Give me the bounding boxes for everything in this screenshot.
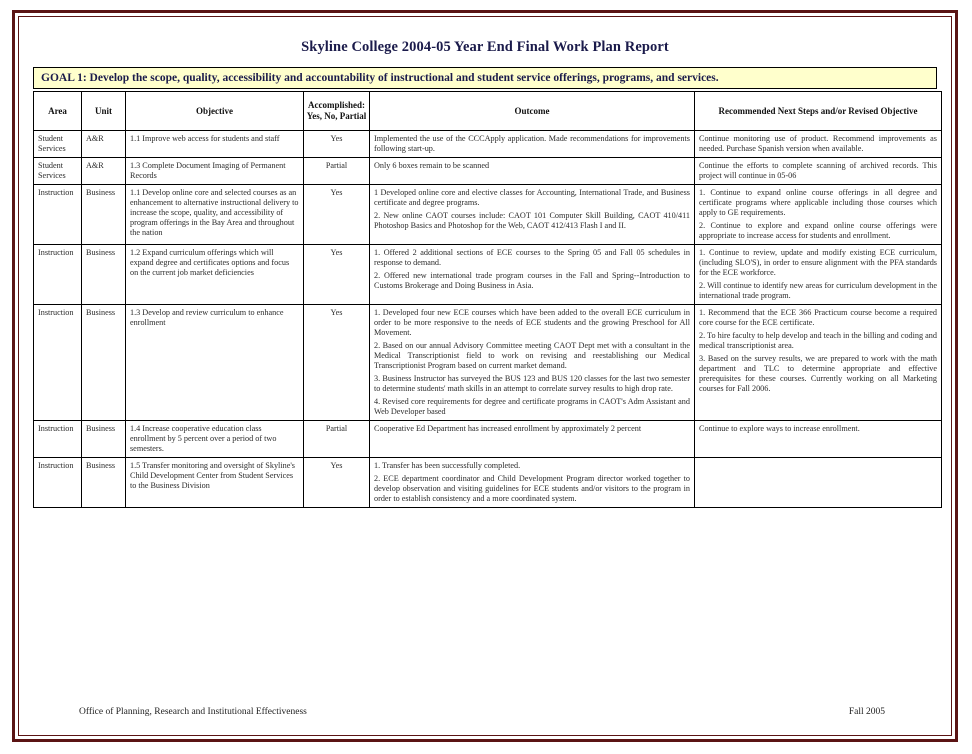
cell-outcome-paragraph: Cooperative Ed Department has increased enrollment by approximately 2 percent	[374, 424, 642, 433]
cell-objective: 1.1 Develop online core and selected courses as an enhancement to alternative instructional delivery to increase the scope, quality, and accessibility of program offerings in the Bay Area and throughout the nation	[126, 185, 304, 245]
cell-outcome-paragraph: Implemented the use of the CCCApply application. Made recommendations for improvements following start-up.	[374, 134, 690, 153]
cell-accomplished: Partial	[304, 421, 370, 458]
table-body	[34, 131, 942, 508]
cell-objective: 1.4 Increase cooperative education class enrollment by 5 percent over a period of two semesters.	[126, 421, 304, 458]
page-footer	[19, 707, 951, 721]
cell-accomplished: Yes	[304, 458, 370, 508]
cell-recommended	[695, 305, 942, 421]
footer-office-label: Office of Planning, Research and Institutional Effectiveness	[79, 707, 307, 717]
cell-outcome-paragraph: Only 6 boxes remain to be scanned	[374, 161, 490, 170]
cell-outcome-paragraph: 3. Business Instructor has surveyed the BUS 123 and BUS 120 classes for the last two semester to determine students' math skills in an attempt to correlate survey results to high drop rate.	[374, 374, 690, 393]
page-title: Skyline College 2004-05 Year End Final Work Plan Report	[301, 39, 669, 55]
table-row	[34, 421, 942, 458]
cell-area: Student Services	[34, 158, 82, 185]
document-page	[18, 16, 952, 736]
table-row	[34, 305, 942, 421]
cell-recommended	[695, 185, 942, 245]
cell-recommended	[695, 458, 942, 508]
cell-outcome	[370, 245, 695, 305]
cell-outcome-paragraph: 2. ECE department coordinator and Child Development Program director worked together to develop observation and visiting guidelines for ECE students and/or visitors to the program in order to establish consistency and a more coordinated system.	[374, 474, 690, 503]
cell-unit: Business	[82, 185, 126, 245]
cell-objective: 1.3 Develop and review curriculum to enhance enrollment	[126, 305, 304, 421]
cell-outcome-paragraph: 1. Developed four new ECE courses which have been added to the overall ECE curriculum in order to be more responsive to the needs of ECE students and the growing Preschool for All Movement.	[374, 308, 690, 337]
cell-area: Instruction	[34, 458, 82, 508]
cell-outcome-paragraph: 1 Developed online core and elective classes for Accounting, International Trade, and Business certificate and degree programs.	[374, 188, 690, 207]
cell-recommended-paragraph: 1. Continue to expand online course offerings in all degree and certificate programs where applicable including those courses which apply to GE requirements.	[699, 188, 937, 217]
cell-area: Instruction	[34, 185, 82, 245]
cell-accomplished: Yes	[304, 185, 370, 245]
column-header-accomplished-line1: Accomplished:	[308, 100, 365, 111]
cell-recommended-paragraph: 1. Recommend that the ECE 366 Practicum course become a required core course for the ECE certificate.	[699, 308, 937, 327]
document-border-frame	[12, 10, 958, 742]
column-header-accomplished	[304, 92, 370, 131]
table-row	[34, 245, 942, 305]
cell-unit: Business	[82, 305, 126, 421]
cell-outcome	[370, 131, 695, 158]
cell-recommended-paragraph: 2. To hire faculty to help develop and teach in the billing and coding and medical transcriptionist area.	[699, 331, 937, 350]
cell-accomplished: Yes	[304, 131, 370, 158]
cell-objective: 1.3 Complete Document Imaging of Permanent Records	[126, 158, 304, 185]
cell-outcome-paragraph: 4. Revised core requirements for degree and certificate programs in CAOT's Adm Assistant and Web Developer based	[374, 397, 690, 416]
column-header-area: Area	[34, 92, 82, 131]
cell-area: Student Services	[34, 131, 82, 158]
cell-recommended	[695, 245, 942, 305]
cell-unit: Business	[82, 245, 126, 305]
cell-objective: 1.5 Transfer monitoring and oversight of Skyline's Child Development Center from Student Services to the Business Division	[126, 458, 304, 508]
table-header-row	[34, 92, 942, 131]
cell-recommended-paragraph: Continue monitoring use of product. Recommend improvements as needed. Purchase Spanish version when available.	[699, 134, 937, 153]
work-plan-table	[33, 91, 942, 508]
cell-recommended	[695, 158, 942, 185]
cell-outcome	[370, 421, 695, 458]
table-row	[34, 158, 942, 185]
column-header-objective: Objective	[126, 92, 304, 131]
cell-area: Instruction	[34, 305, 82, 421]
cell-recommended-paragraph: Continue the efforts to complete scanning of archived records. This project will continue in 05-06	[699, 161, 937, 180]
goal-banner: GOAL 1: Develop the scope, quality, accessibility and accountability of instructional and student service offerings, programs, and services.	[33, 67, 937, 89]
cell-area: Instruction	[34, 421, 82, 458]
cell-outcome-paragraph: 2. Based on our annual Advisory Committee meeting CAOT Dept met with a consultant in the Medical Transcriptionist field to work on revising and reestablishing our Medical Transcriptionist Program based on current market demand.	[374, 341, 690, 370]
cell-objective: 1.1 Improve web access for students and staff	[126, 131, 304, 158]
table-row	[34, 458, 942, 508]
cell-outcome-paragraph: 1. Offered 2 additional sections of ECE courses to the Spring 05 and Fall 05 schedules in response to demand.	[374, 248, 690, 267]
footer-date-label: Fall 2005	[848, 707, 885, 717]
cell-recommended-paragraph: 2. Continue to explore and expand online course offerings were appropriate to increase access for students and enrollment.	[699, 221, 937, 240]
cell-recommended	[695, 421, 942, 458]
column-header-accomplished-line2: Yes, No, Partial	[306, 111, 367, 121]
cell-accomplished: Partial	[304, 158, 370, 185]
cell-recommended-paragraph: 1. Continue to review, update and modify existing ECE curriculum, (including SLO'S), in order to ensure alignment with the PFA standards for the ECE workforce.	[699, 248, 937, 277]
column-header-outcome: Outcome	[370, 92, 695, 131]
cell-recommended-paragraph: 2. Will continue to identify new areas for curriculum development in the international trade program.	[699, 281, 937, 300]
table-row	[34, 185, 942, 245]
cell-accomplished: Yes	[304, 305, 370, 421]
cell-area: Instruction	[34, 245, 82, 305]
cell-unit: A&R	[82, 158, 126, 185]
cell-unit: Business	[82, 421, 126, 458]
cell-outcome	[370, 458, 695, 508]
column-header-unit: Unit	[82, 92, 126, 131]
cell-unit: A&R	[82, 131, 126, 158]
cell-recommended-paragraph: Continue to explore ways to increase enrollment.	[699, 424, 860, 433]
cell-unit: Business	[82, 458, 126, 508]
cell-outcome	[370, 305, 695, 421]
cell-objective: 1.2 Expand curriculum offerings which will expand degree and certificates options and focus on the current job market deficiencies	[126, 245, 304, 305]
cell-recommended	[695, 131, 942, 158]
column-header-recommended: Recommended Next Steps and/or Revised Objective	[695, 92, 942, 131]
cell-outcome-paragraph: 1. Transfer has been successfully completed.	[374, 461, 521, 470]
cell-outcome-paragraph: 2. New online CAOT courses include: CAOT 101 Computer Skill Building, CAOT 410/411 Photoshop Basics and Photoshop for the Web, CAOT 412/413 Flash I and II.	[374, 211, 690, 230]
table-row	[34, 131, 942, 158]
cell-accomplished: Yes	[304, 245, 370, 305]
cell-recommended-paragraph: 3. Based on the survey results, we are prepared to work with the math department and TLC to determine appropriate and effective prerequisites for these courses. Currently working on all Marketing courses for Fall 2006.	[699, 354, 937, 393]
cell-outcome-paragraph: 2. Offered new international trade program courses in the Fall and Spring--Introduction to Customs Brokerage and Doing Business in Asia.	[374, 271, 690, 290]
cell-outcome	[370, 185, 695, 245]
cell-outcome	[370, 158, 695, 185]
